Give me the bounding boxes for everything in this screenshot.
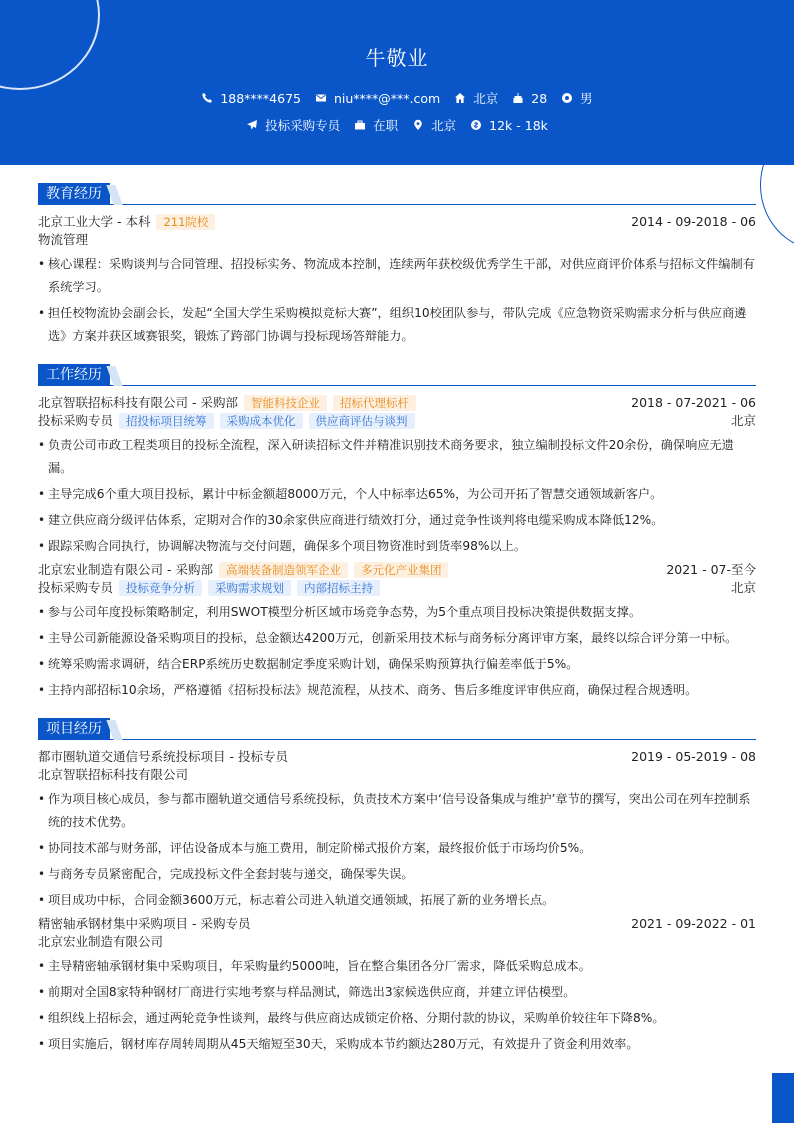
education-entry <box>38 213 756 348</box>
section-header <box>38 183 756 205</box>
list-item: • 主导公司新能源设备采购项目的投标，总金额达4200万元，创新采用技术标与商务标分离评审方案，最终以综合评分第一中标。 <box>38 627 756 650</box>
list-item: • 参与公司年度投标策略制定，利用SWOT模型分析区域市场竞争态势，为5个重点项目投标决策提供数据支撑。 <box>38 601 756 624</box>
list-item: • 前期对全国8家特种钢材厂商进行实地考察与样品测试，筛选出3家候选供应商，并建立评估模型。 <box>38 981 756 1004</box>
work-section <box>38 364 756 702</box>
phone-text: 188****4675 <box>220 90 301 106</box>
decorative-bar <box>772 1073 794 1123</box>
salary-info <box>470 118 548 133</box>
list-item: • 负责公司市政工程类项目的投标全流程，深入研读招标文件并精准识别技术商务要求，独立编制投标文件20余份，确保响应无遗漏。 <box>38 434 756 480</box>
list-item: • 组织线上招标会，通过两轮竞争性谈判，最终与供应商达成锁定价格、分期付款的协议，采购单价较往年下降8%。 <box>38 1007 756 1030</box>
list-item: • 项目实施后，钢材库存周转周期从45天缩短至30天，采购成本节约额达280万元，有效提升了资金利用效率。 <box>38 1033 756 1056</box>
work-date: 2021 - 07-至今 <box>666 562 756 577</box>
list-item: • 跟踪采购合同执行，协调解决物流与交付问题，确保多个项目物资准时到货率98%以上。 <box>38 535 756 558</box>
email-text: niu****@***.com <box>333 90 441 106</box>
company-tag: 多元化产业集团 <box>354 562 449 578</box>
education-section <box>38 183 756 348</box>
work-entry <box>38 394 756 558</box>
project-bullets <box>38 788 756 912</box>
resume-header <box>0 0 794 165</box>
work-entry <box>38 561 756 702</box>
salary-text: 12k - 18k <box>489 117 548 133</box>
section-header <box>38 718 756 740</box>
company-tag: 高端装备制造领军企业 <box>219 562 348 578</box>
city-info <box>454 89 498 107</box>
skill-tag: 采购成本优化 <box>220 413 303 429</box>
contact-row <box>0 89 794 107</box>
list-item: • 主持内部招标10余场，严格遵循《招标投标法》规范流程，从技术、商务、售后多维度评审供应商，确保过程合规透明。 <box>38 679 756 702</box>
list-item: • 协同技术部与财务部，评估设备成本与施工费用，制定阶梯式报价方案，最终报价低于市场均价5%。 <box>38 837 756 860</box>
gender-info <box>561 89 593 107</box>
section-title: 项目经历 <box>38 718 110 740</box>
status-text: 在职 <box>373 118 399 133</box>
work-bullets <box>38 601 756 702</box>
section-title: 教育经历 <box>38 183 110 205</box>
resume-body <box>38 183 756 1072</box>
major: 物流管理 <box>38 232 89 247</box>
city-text: 北京 <box>473 91 499 106</box>
project-name: 都市圈轨道交通信号系统投标项目 - 投标专员 <box>38 749 288 764</box>
list-item: • 主导精密轴承钢材集中采购项目，年采购量约5000吨，旨在整合集团各分厂需求，降低采购总成本。 <box>38 955 756 978</box>
gender-icon <box>561 92 573 104</box>
job-location: 北京 <box>730 580 756 595</box>
email-icon <box>315 92 327 104</box>
work-city-info <box>412 116 456 134</box>
project-name: 精密轴承钢材集中采购项目 - 采购专员 <box>38 916 251 931</box>
phone-info <box>201 91 301 106</box>
location-pin-icon <box>412 119 424 131</box>
status-info <box>354 116 398 134</box>
list-item: • 项目成功中标，合同金额3600万元，标志着公司进入轨道交通领域，拓展了新的业务增长点。 <box>38 889 756 912</box>
job-intent-row <box>0 116 794 134</box>
briefcase-icon <box>354 119 366 131</box>
education-date: 2014 - 09-2018 - 06 <box>631 214 756 229</box>
skill-tag: 供应商评估与谈判 <box>309 413 415 429</box>
list-item: • 主导完成6个重大项目投标，累计中标金额超8000万元，个人中标率达65%，为公司开拓了智慧交通领域新客户。 <box>38 483 756 506</box>
age-info <box>512 91 547 106</box>
job-role: 投标采购专员 <box>38 580 114 595</box>
skill-tag: 采购需求规划 <box>208 580 291 596</box>
phone-icon <box>201 92 213 104</box>
paper-plane-icon <box>246 119 258 131</box>
position-text: 投标采购专员 <box>265 118 341 133</box>
skill-tag: 招投标项目统筹 <box>119 413 214 429</box>
list-item: • 与商务专员紧密配合，完成投标文件全套封装与递交，确保零失误。 <box>38 863 756 886</box>
candidate-name: 牛敬业 <box>365 46 429 70</box>
project-org: 北京宏业制造有限公司 <box>38 934 164 949</box>
age-text: 28 <box>531 90 548 106</box>
section-title: 工作经历 <box>38 364 110 386</box>
company-tag: 智能科技企业 <box>244 395 327 411</box>
school-name: 北京工业大学 - 本科 <box>38 214 151 229</box>
position-info <box>246 116 340 134</box>
work-city-text: 北京 <box>431 118 457 133</box>
projects-section <box>38 718 756 1056</box>
company-name: 北京智联招标科技有限公司 - 采购部 <box>38 395 238 410</box>
email-info <box>315 91 440 106</box>
list-item: • 统筹采购需求调研，结合ERP系统历史数据制定季度采购计划，确保采购预算执行偏差率低于5%。 <box>38 653 756 676</box>
money-icon <box>470 119 482 131</box>
project-entry <box>38 915 756 1056</box>
education-bullets <box>38 253 756 348</box>
home-icon <box>454 92 466 104</box>
cake-icon <box>512 92 524 104</box>
job-location: 北京 <box>730 413 756 428</box>
list-item: • 作为项目核心成员，参与都市圈轨道交通信号系统投标，负责技术方案中‘信号设备集成与维护’章节的撰写，突出公司在列车控制系统的技术优势。 <box>38 788 756 834</box>
list-item: • 核心课程：采购谈判与合同管理、招投标实务、物流成本控制，连续两年获校级优秀学生干部，对供应商评价体系与招标文件编制有系统学习。 <box>38 253 756 299</box>
project-bullets <box>38 955 756 1056</box>
project-entry <box>38 748 756 912</box>
skill-tag: 投标竞争分析 <box>119 580 202 596</box>
work-date: 2018 - 07-2021 - 06 <box>631 395 756 410</box>
work-bullets <box>38 434 756 558</box>
company-name: 北京宏业制造有限公司 - 采购部 <box>38 562 213 577</box>
school-tag: 211院校 <box>156 214 215 230</box>
gender-text: 男 <box>580 91 593 106</box>
company-tag: 招标代理标杆 <box>333 395 416 411</box>
skill-tag: 内部招标主持 <box>297 580 380 596</box>
project-date: 2019 - 05-2019 - 08 <box>631 749 756 764</box>
job-role: 投标采购专员 <box>38 413 114 428</box>
list-item: • 担任校物流协会副会长，发起“全国大学生采购模拟竞标大赛”，组织10校团队参与，带队完成《应急物资采购需求分析与供应商遴选》方案并获区域赛银奖，锻炼了跨部门协调与投标现场答辩能力。 <box>38 302 756 348</box>
section-header <box>38 364 756 386</box>
project-date: 2021 - 09-2022 - 01 <box>631 916 756 931</box>
list-item: • 建立供应商分级评估体系，定期对合作的30余家供应商进行绩效打分，通过竞争性谈判将电缆采购成本降低12%。 <box>38 509 756 532</box>
project-org: 北京智联招标科技有限公司 <box>38 767 189 782</box>
